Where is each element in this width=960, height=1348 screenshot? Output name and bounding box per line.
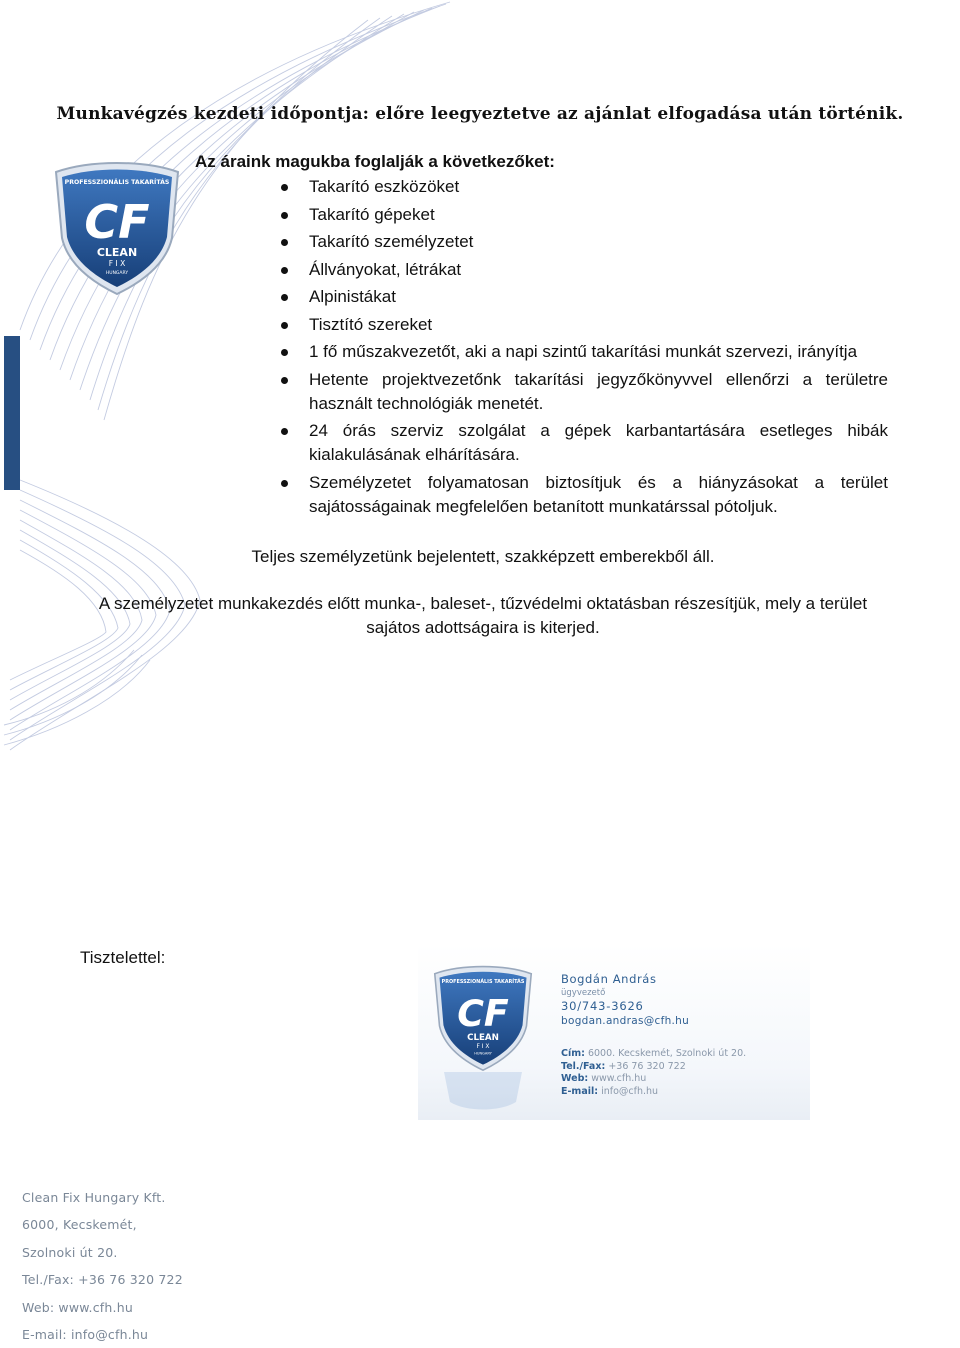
list-item <box>280 340 888 364</box>
card-email: bogdan.andras@cfh.hu <box>561 1015 690 1027</box>
training-statement-line1: A személyzetet munkakezdés előtt munka-, baleset-, tűzvédelmi oktatásban részesítjük, mely a terület <box>98 594 868 613</box>
list-item-text: Takarító személyzetet <box>309 232 474 251</box>
bullet-icon <box>281 239 288 246</box>
list-item-text: Személyzetet folyamatosan biztosítjuk és a hiányzásokat a terület sajátosságainak megfelelően betanított munkatárssal pótoljuk. <box>309 472 888 516</box>
bullet-icon <box>281 349 288 356</box>
list-item <box>280 471 888 519</box>
list-item-text: Hetente projektvezetőnk takarítási jegyzőkönyvvel ellenőrzi a területre használt technológiák menetét. <box>309 369 888 413</box>
card-telfax-label: Tel./Fax: <box>561 1060 606 1072</box>
footer-telfax: Tel./Fax: +36 76 320 722 <box>22 1272 183 1288</box>
card-email2: info@cfh.hu <box>601 1085 659 1097</box>
card-telfax: +36 76 320 722 <box>608 1060 686 1072</box>
list-item <box>280 258 888 282</box>
list-item <box>280 230 888 254</box>
footer-email: E-mail: info@cfh.hu <box>22 1327 149 1343</box>
logo-arc-text: PROFESSZIONÁLIS TAKARÍTÁS <box>441 979 525 986</box>
list-item-text: Tisztító szereket <box>309 314 433 334</box>
footer-web: Web: www.cfh.hu <box>22 1299 133 1315</box>
side-accent-bar <box>4 336 20 490</box>
card-address-line <box>561 1048 746 1061</box>
card-email2-line <box>561 1086 746 1099</box>
bullet-icon <box>281 267 288 274</box>
bullet-icon <box>281 480 288 487</box>
bullet-icon <box>281 428 288 435</box>
staff-statement: Teljes személyzetünk bejelentett, szakképzett emberekből áll. <box>251 547 715 566</box>
company-footer <box>22 1184 183 1348</box>
list-item-text: Takarító eszközöket <box>309 177 460 196</box>
bullet-icon <box>281 212 288 219</box>
logo-arc-text: PROFESSZIONÁLIS TAKARÍTÁS <box>64 179 170 186</box>
list-item <box>280 313 888 337</box>
clean-fix-logo <box>50 158 184 298</box>
footer-city: 6000, Kecskemét, <box>22 1217 137 1233</box>
card-address: 6000. Kecskemét, Szolnoki út 20. <box>587 1048 747 1059</box>
card-web-label: Web: <box>561 1073 589 1084</box>
logo-word-clean: CLEAN <box>467 1033 499 1044</box>
bullet-icon <box>281 294 288 301</box>
logo-word-fix: F I X <box>108 259 126 268</box>
list-item <box>280 368 888 416</box>
list-item <box>280 203 888 227</box>
closing-regards: Tisztelettel: <box>80 948 166 967</box>
clean-fix-logo <box>430 962 536 1074</box>
card-person-role: ügyvezető <box>561 988 606 998</box>
card-person-name: Bogdán András <box>561 972 657 986</box>
list-item-text: 1 fő műszakvezetőt, aki a napi szintű takarítási munkát szervezi, irányítja <box>309 342 858 361</box>
logo-word-fix: F I X <box>476 1043 490 1051</box>
included-services-list <box>280 175 888 522</box>
start-time-heading: Munkavégzés kezdeti időpontja: előre leegyeztetve az ajánlat elfogadása után történik. <box>56 104 904 124</box>
list-item-text: 24 órás szerviz szolgálat a gépek karbantartására esetleges hibák kialakulásának elhárítására. <box>309 421 888 464</box>
card-web: www.cfh.hu <box>591 1073 647 1084</box>
card-address-label: Cím: <box>561 1048 585 1059</box>
logo-word-clean: CLEAN <box>96 246 138 259</box>
list-item-text: Takarító gépeket <box>309 204 435 224</box>
bullet-icon <box>281 377 288 384</box>
logo-reflection <box>440 1072 526 1114</box>
list-item-text: Állványokat, létrákat <box>309 259 462 279</box>
footer-company-name: Clean Fix Hungary Kft. <box>22 1190 166 1205</box>
list-item <box>280 285 888 309</box>
card-email2-label: E-mail: <box>561 1085 599 1097</box>
logo-word-hungary: HUNGARY <box>474 1051 492 1056</box>
card-phone: 30/743-3626 <box>561 999 644 1013</box>
training-statement-line2: sajátos adottságaira is kiterjed. <box>366 618 600 637</box>
card-contact-info <box>561 1048 746 1098</box>
list-item <box>280 175 888 199</box>
bullet-icon <box>281 322 288 329</box>
bullet-icon <box>281 184 288 191</box>
list-item <box>280 419 888 467</box>
card-web-line <box>561 1073 746 1086</box>
list-item-text: Alpinistákat <box>309 287 396 306</box>
logo-word-hungary: HUNGARY <box>105 271 129 276</box>
business-card <box>418 944 810 1120</box>
footer-street: Szolnoki út 20. <box>22 1244 118 1260</box>
card-telfax-line <box>561 1061 746 1074</box>
logo-monogram: CF <box>457 991 509 1035</box>
logo-monogram: CF <box>84 195 150 249</box>
prices-include-intro: Az áraink magukba foglalják a következőket: <box>195 152 555 171</box>
